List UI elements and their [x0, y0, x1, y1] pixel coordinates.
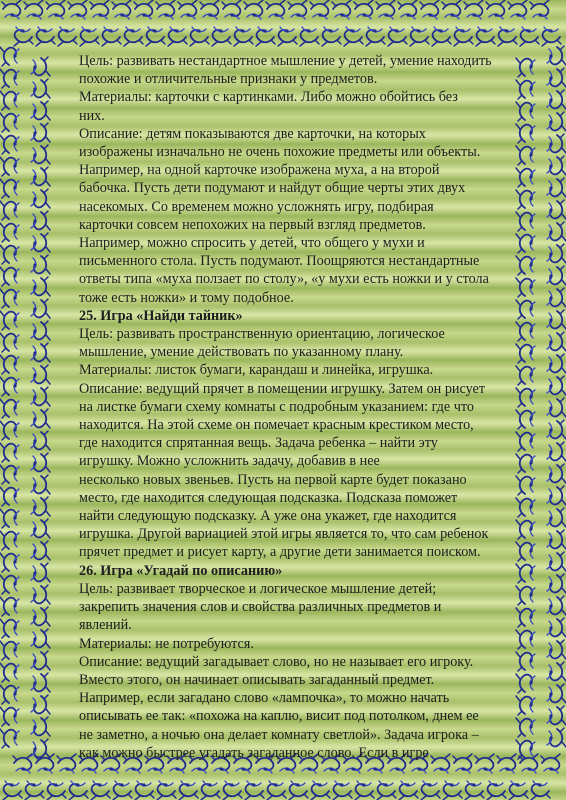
- text-line: закрепить значения слов и свойства различных предметов и: [79, 599, 442, 616]
- text-line: ответы типа «муха ползает по столу», «у мухи есть ножки и у стола: [79, 271, 489, 288]
- text-line: Материалы: карточки с картинками. Либо можно обойтись без: [79, 89, 458, 106]
- blue-swirl-vine-icon: [421, 781, 440, 800]
- text-line: изображены изначально не очень похожие предметы или объекты.: [79, 144, 481, 161]
- blue-swirl-vine-icon: [267, 781, 286, 800]
- blue-swirl-vine-icon: [31, 431, 50, 450]
- blue-swirl-vine-icon: [266, 0, 285, 19]
- blue-swirl-vine-icon: [31, 475, 50, 494]
- blue-swirl-vine-icon: [91, 781, 110, 800]
- blue-swirl-vine-icon: [0, 355, 19, 374]
- blue-swirl-vine-icon: [47, 781, 66, 800]
- blue-swirl-vine-icon: [0, 267, 19, 286]
- blue-swirl-vine-icon: [25, 781, 44, 800]
- blue-swirl-vine-icon: [31, 321, 50, 340]
- blue-swirl-vine-icon: [24, 0, 43, 19]
- blue-swirl-vine-icon: [354, 0, 373, 19]
- document-body: [79, 52, 525, 762]
- blue-swirl-vine-icon: [0, 443, 19, 462]
- blue-swirl-vine-icon: [547, 310, 566, 329]
- blue-swirl-vine-icon: [520, 27, 539, 46]
- blue-swirl-vine-icon: [146, 27, 165, 46]
- blue-swirl-vine-icon: [3, 781, 22, 800]
- blue-swirl-vine-icon: [113, 781, 132, 800]
- blue-swirl-vine-icon: [547, 706, 566, 725]
- blue-swirl-vine-icon: [0, 223, 19, 242]
- text-line: прячет предмет и рисует карту, а другие дети занимается поиском.: [79, 544, 481, 561]
- blue-swirl-vine-icon: [57, 754, 76, 773]
- blue-swirl-vine-icon: [542, 27, 561, 46]
- blue-swirl-vine-icon: [0, 311, 19, 330]
- blue-swirl-vine-icon: [547, 530, 566, 549]
- blue-swirl-vine-icon: [222, 0, 241, 19]
- blue-swirl-vine-icon: [547, 398, 566, 417]
- blue-swirl-vine-icon: [465, 781, 484, 800]
- blue-swirl-vine-icon: [245, 781, 264, 800]
- blue-swirl-vine-icon: [31, 519, 50, 538]
- blue-swirl-vine-icon: [31, 453, 50, 472]
- blue-swirl-vine-icon: [454, 27, 473, 46]
- blue-swirl-vine-icon: [410, 27, 429, 46]
- blue-swirl-vine-icon: [531, 781, 550, 800]
- blue-swirl-vine-icon: [244, 0, 263, 19]
- text-line: Например, если загадано слово «лампочка», то можно начать: [79, 690, 450, 707]
- blue-swirl-vine-icon: [0, 685, 19, 704]
- text-line: находится. На этой схеме он помечает красным крестиком место,: [79, 417, 474, 434]
- blue-swirl-vine-icon: [31, 277, 50, 296]
- blue-swirl-vine-icon: [0, 135, 19, 154]
- blue-swirl-vine-icon: [0, 289, 19, 308]
- blue-swirl-vine-icon: [0, 707, 19, 726]
- blue-swirl-vine-icon: [134, 0, 153, 19]
- text-line: игрушка. Другой вариацией этой игры является то, что сам ребенок: [79, 526, 489, 543]
- blue-swirl-vine-icon: [547, 156, 566, 175]
- blue-swirl-vine-icon: [547, 90, 566, 109]
- blue-swirl-vine-icon: [14, 27, 33, 46]
- blue-swirl-vine-icon: [388, 27, 407, 46]
- text-line: бабочка. Пусть дети подумают и найдут общие черты этих двух: [79, 180, 466, 197]
- blue-swirl-vine-icon: [547, 112, 566, 131]
- text-line: не заметно, а ночью она делает комнату светлой». Задача игрока –: [79, 726, 479, 743]
- blue-swirl-vine-icon: [135, 781, 154, 800]
- blue-swirl-vine-icon: [547, 68, 566, 87]
- blue-swirl-vine-icon: [31, 365, 50, 384]
- blue-swirl-vine-icon: [179, 781, 198, 800]
- blue-swirl-vine-icon: [31, 585, 50, 604]
- blue-swirl-vine-icon: [289, 781, 308, 800]
- blue-swirl-vine-icon: [547, 46, 566, 65]
- blue-swirl-vine-icon: [31, 629, 50, 648]
- text-line: Описание: детям показываются две карточки, на которых: [79, 125, 426, 142]
- text-line: Вместо этого, он начинает описывать загаданный предмет.: [79, 671, 435, 688]
- text-line: Описание: ведущий прячет в помещении игрушку. Затем он рисует: [79, 380, 486, 397]
- blue-swirl-vine-icon: [168, 27, 187, 46]
- blue-swirl-vine-icon: [90, 0, 109, 19]
- blue-swirl-vine-icon: [547, 266, 566, 285]
- text-line: тоже есть ножки» и тому подобное.: [79, 289, 294, 306]
- blue-swirl-vine-icon: [547, 486, 566, 505]
- blue-swirl-vine-icon: [31, 695, 50, 714]
- blue-swirl-vine-icon: [31, 167, 50, 186]
- blue-swirl-vine-icon: [0, 245, 19, 264]
- blue-swirl-vine-icon: [31, 57, 50, 76]
- blue-swirl-vine-icon: [80, 27, 99, 46]
- blue-swirl-vine-icon: [366, 27, 385, 46]
- text-line: Цель: развивает творческое и логическое мышление детей;: [79, 580, 437, 597]
- blue-swirl-vine-icon: [541, 754, 560, 773]
- blue-swirl-vine-icon: [547, 508, 566, 527]
- blue-swirl-vine-icon: [476, 27, 495, 46]
- blue-swirl-vine-icon: [547, 244, 566, 263]
- blue-swirl-vine-icon: [256, 27, 275, 46]
- blue-swirl-vine-icon: [58, 27, 77, 46]
- blue-swirl-vine-icon: [464, 0, 483, 19]
- text-line: описывать ее так: «похожа на каплю, висит под потолком, днем ее: [79, 708, 479, 725]
- blue-swirl-vine-icon: [31, 387, 50, 406]
- blue-swirl-vine-icon: [0, 641, 19, 660]
- blue-swirl-vine-icon: [223, 781, 242, 800]
- blue-swirl-vine-icon: [157, 781, 176, 800]
- blue-swirl-vine-icon: [547, 178, 566, 197]
- blue-swirl-vine-icon: [31, 409, 50, 428]
- blue-swirl-vine-icon: [31, 123, 50, 142]
- blue-swirl-vine-icon: [31, 607, 50, 626]
- blue-swirl-vine-icon: [547, 618, 566, 637]
- blue-swirl-vine-icon: [31, 189, 50, 208]
- blue-swirl-vine-icon: [547, 574, 566, 593]
- text-line: где находится спрятанная вещь. Задача ребенка – найти эту: [79, 435, 438, 452]
- blue-swirl-vine-icon: [0, 69, 19, 88]
- blue-swirl-vine-icon: [547, 596, 566, 615]
- blue-swirl-vine-icon: [498, 27, 517, 46]
- blue-swirl-vine-icon: [190, 27, 209, 46]
- blue-swirl-vine-icon: [547, 354, 566, 373]
- blue-swirl-vine-icon: [0, 157, 19, 176]
- blue-swirl-vine-icon: [31, 541, 50, 560]
- blue-swirl-vine-icon: [31, 299, 50, 318]
- blue-swirl-vine-icon: [2, 0, 21, 19]
- blue-swirl-vine-icon: [420, 0, 439, 19]
- blue-swirl-vine-icon: [0, 91, 19, 110]
- text-line: письменного стола. Пусть подумают. Поощряются нестандартные: [79, 253, 480, 270]
- blue-swirl-vine-icon: [547, 684, 566, 703]
- blue-swirl-vine-icon: [0, 619, 19, 638]
- text-line: Цель: развивать нестандартное мышление у детей, умение находить: [79, 53, 492, 69]
- blue-swirl-vine-icon: [547, 376, 566, 395]
- blue-swirl-vine-icon: [530, 0, 549, 19]
- text-line: похожие и отличительные признаки у предметов.: [79, 71, 378, 88]
- blue-swirl-vine-icon: [178, 0, 197, 19]
- blue-swirl-vine-icon: [31, 739, 50, 758]
- blue-swirl-vine-icon: [31, 343, 50, 362]
- blue-swirl-vine-icon: [31, 673, 50, 692]
- text-line: Цель: развивать пространственную ориентацию, логическое: [79, 326, 445, 343]
- blue-swirl-vine-icon: [486, 0, 505, 19]
- blue-swirl-vine-icon: [0, 399, 19, 418]
- blue-swirl-vine-icon: [0, 531, 19, 550]
- blue-swirl-vine-icon: [0, 377, 19, 396]
- text-line: Например, можно спросить у детей, что общего у мухи и: [79, 235, 425, 252]
- blue-swirl-vine-icon: [547, 640, 566, 659]
- text-line: карточки совсем непохожих на первый взгляд предметов.: [79, 216, 426, 233]
- text-line: на листке бумаги схему комнаты с подробным указанием: где что: [79, 398, 474, 415]
- blue-swirl-vine-icon: [547, 288, 566, 307]
- blue-swirl-vine-icon: [124, 27, 143, 46]
- blue-swirl-vine-icon: [0, 113, 19, 132]
- blue-swirl-vine-icon: [200, 0, 219, 19]
- blue-swirl-vine-icon: [442, 0, 461, 19]
- blue-swirl-vine-icon: [344, 27, 363, 46]
- blue-swirl-vine-icon: [278, 27, 297, 46]
- blue-swirl-vine-icon: [547, 442, 566, 461]
- text-line: Описание: ведущий загадывает слово, но не называет его игроку.: [79, 653, 474, 670]
- blue-swirl-vine-icon: [547, 200, 566, 219]
- blue-swirl-vine-icon: [311, 781, 330, 800]
- blue-swirl-vine-icon: [31, 651, 50, 670]
- blue-swirl-vine-icon: [547, 332, 566, 351]
- blue-swirl-vine-icon: [31, 233, 50, 252]
- text-line: Материалы: листок бумаги, карандаш и линейка, игрушка.: [79, 362, 434, 379]
- blue-swirl-vine-icon: [0, 333, 19, 352]
- blue-swirl-vine-icon: [355, 781, 374, 800]
- text-line: игрушку. Можно усложнить задачу, добавив в нее: [79, 453, 380, 470]
- text-line: насекомых. Со временем можно усложнять игру, подбирая: [79, 198, 434, 215]
- blue-swirl-vine-icon: [212, 27, 231, 46]
- blue-swirl-vine-icon: [0, 47, 19, 66]
- blue-swirl-vine-icon: [398, 0, 417, 19]
- blue-swirl-vine-icon: [68, 0, 87, 19]
- blue-swirl-vine-icon: [487, 781, 506, 800]
- text-line: Материалы: не потребуются.: [79, 635, 254, 652]
- blue-swirl-vine-icon: [234, 27, 253, 46]
- blue-swirl-vine-icon: [31, 211, 50, 230]
- blue-swirl-vine-icon: [0, 421, 19, 440]
- text-line: мышление, умение действовать по указанному плану.: [79, 344, 404, 361]
- blue-swirl-vine-icon: [31, 497, 50, 516]
- text-line: как можно быстрее угадать загаданное слово. Если в игре: [79, 744, 429, 761]
- text-line: явлений.: [79, 617, 132, 634]
- blue-swirl-vine-icon: [509, 781, 528, 800]
- blue-swirl-vine-icon: [156, 0, 175, 19]
- blue-swirl-vine-icon: [69, 781, 88, 800]
- blue-swirl-vine-icon: [547, 134, 566, 153]
- blue-swirl-vine-icon: [332, 0, 351, 19]
- blue-swirl-vine-icon: [547, 552, 566, 571]
- blue-swirl-vine-icon: [0, 179, 19, 198]
- blue-swirl-vine-icon: [0, 663, 19, 682]
- section-heading: 25. Игра «Найди тайник»: [79, 307, 243, 324]
- blue-swirl-vine-icon: [399, 781, 418, 800]
- text-line: несколько новых звеньев. Пусть на первой карте будет показано: [79, 471, 467, 488]
- blue-swirl-vine-icon: [432, 27, 451, 46]
- blue-swirl-vine-icon: [31, 563, 50, 582]
- blue-swirl-vine-icon: [508, 0, 527, 19]
- section-heading: 26. Игра «Угадай по описанию»: [79, 562, 283, 579]
- blue-swirl-vine-icon: [102, 27, 121, 46]
- blue-swirl-vine-icon: [547, 420, 566, 439]
- blue-swirl-vine-icon: [201, 781, 220, 800]
- blue-swirl-vine-icon: [31, 717, 50, 736]
- blue-swirl-vine-icon: [0, 553, 19, 572]
- blue-swirl-vine-icon: [13, 754, 32, 773]
- blue-swirl-vine-icon: [310, 0, 329, 19]
- blue-swirl-vine-icon: [0, 201, 19, 220]
- blue-swirl-vine-icon: [376, 0, 395, 19]
- blue-swirl-vine-icon: [547, 662, 566, 681]
- blue-swirl-vine-icon: [547, 222, 566, 241]
- blue-swirl-vine-icon: [0, 575, 19, 594]
- blue-swirl-vine-icon: [31, 79, 50, 98]
- blue-swirl-vine-icon: [377, 781, 396, 800]
- text-line: них.: [79, 107, 105, 124]
- blue-swirl-vine-icon: [46, 0, 65, 19]
- blue-swirl-vine-icon: [31, 145, 50, 164]
- blue-swirl-vine-icon: [300, 27, 319, 46]
- blue-swirl-vine-icon: [0, 487, 19, 506]
- blue-swirl-vine-icon: [322, 27, 341, 46]
- blue-swirl-vine-icon: [0, 597, 19, 616]
- blue-swirl-vine-icon: [31, 101, 50, 120]
- blue-swirl-vine-icon: [547, 728, 566, 747]
- blue-swirl-vine-icon: [547, 464, 566, 483]
- blue-swirl-vine-icon: [0, 465, 19, 484]
- blue-swirl-vine-icon: [333, 781, 352, 800]
- blue-swirl-vine-icon: [31, 255, 50, 274]
- blue-swirl-vine-icon: [288, 0, 307, 19]
- text-line: найти следующую подсказку. А уже она укажет, где находится: [79, 508, 457, 525]
- blue-swirl-vine-icon: [36, 27, 55, 46]
- text-line: место, где находится следующая подсказка. Подсказа поможет: [79, 489, 458, 506]
- blue-swirl-vine-icon: [112, 0, 131, 19]
- blue-swirl-vine-icon: [0, 509, 19, 528]
- text-line: Например, на одной карточке изображена муха, а на второй: [79, 162, 440, 179]
- blue-swirl-vine-icon: [443, 781, 462, 800]
- blue-swirl-vine-icon: [0, 729, 19, 748]
